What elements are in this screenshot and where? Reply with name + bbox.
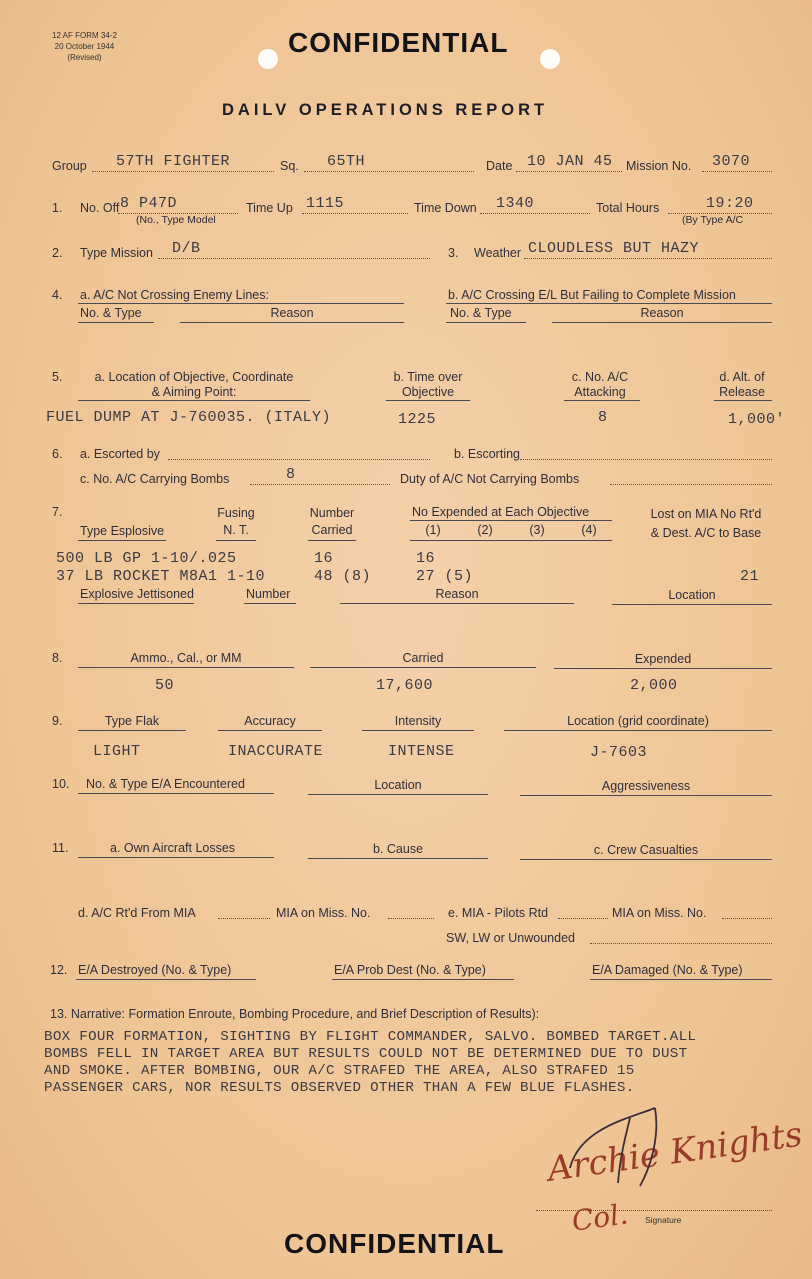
s6-carrying-line xyxy=(250,470,390,485)
s4-b-reason: Reason xyxy=(640,306,684,320)
form-id-line2: 20 October 1944 xyxy=(54,42,115,51)
narrative-line-4: PASSENGER CARS, NOR RESULTS OBSERVED OTHER THAN A FEW BLUE FLASHES. xyxy=(44,1080,635,1096)
s7-lost-line1: Lost on MIA No Rt'd xyxy=(650,507,762,521)
s7-num: 7. xyxy=(52,505,63,519)
s12-damaged-underline xyxy=(590,979,772,980)
s7-row1-type: 500 LB GP 1-10/.025 xyxy=(56,550,237,567)
s4-b-no-type: No. & Type xyxy=(450,306,512,320)
s2-label: Type Mission xyxy=(80,246,153,260)
signature-line2: Col. xyxy=(569,1197,630,1238)
narrative-line-1: BOX FOUR FORMATION, SIGHTING BY FLIGHT COMMANDER, SALVO. BOMBED TARGET.ALL xyxy=(44,1029,697,1045)
signature-flourish xyxy=(560,1098,690,1188)
s10-type-label: No. & Type E/A Encountered xyxy=(86,777,245,791)
s7-jettisoned: Explosive Jettisoned xyxy=(80,587,194,601)
s8-ammo-underline xyxy=(78,667,294,668)
s1-num: 1. xyxy=(52,201,63,215)
s7-jett-number-underline xyxy=(244,603,296,604)
classification-bottom: CONFIDENTIAL xyxy=(284,1228,505,1259)
s2-num: 2. xyxy=(52,246,63,260)
s7-row2-expended: 27 (5) xyxy=(416,568,474,585)
s1-total-hours-sub: (By Type A/C xyxy=(682,214,744,226)
s5-b-line1: b. Time over xyxy=(393,370,463,384)
s7-col-3: (3) xyxy=(529,523,545,537)
s1-no-off-value: 8 P47D xyxy=(120,195,178,212)
s9-intensity-value: INTENSE xyxy=(388,743,455,760)
s7-expended-underline xyxy=(410,520,612,521)
s11-num: 11. xyxy=(52,841,69,855)
s11-sw-line xyxy=(590,929,772,944)
s7-jettisoned-underline xyxy=(78,603,194,604)
s9-accuracy-label: Accuracy xyxy=(244,714,296,728)
s5-time-over: 1225 xyxy=(398,411,437,428)
s9-type-value: LIGHT xyxy=(93,743,141,760)
s4-a-reason-line xyxy=(180,322,404,323)
s8-expended-value: 2,000 xyxy=(630,677,678,694)
s7-number-underline xyxy=(308,540,356,541)
s11-mia2-line xyxy=(722,904,772,919)
s5-b-underline xyxy=(386,400,470,401)
s11-mia1-label: MIA on Miss. No. xyxy=(276,906,371,920)
s11-b-underline xyxy=(308,858,488,859)
s11-c-label: c. Crew Casualties xyxy=(593,843,699,857)
s1-no-off-sub: (No., Type Model xyxy=(136,214,216,226)
s6-carrying-label: c. No. A/C Carrying Bombs xyxy=(80,472,230,486)
form-id-line1: 12 AF FORM 34-2 xyxy=(52,31,117,40)
s11-mia2-label: MIA on Miss. No. xyxy=(612,906,707,920)
s5-d-line1: d. Alt. of xyxy=(719,370,765,384)
s7-cols-underline xyxy=(410,540,612,541)
s8-carried-label: Carried xyxy=(402,651,444,665)
s10-aggr-label: Aggressiveness xyxy=(601,779,691,793)
s6-escorted-label: a. Escorted by xyxy=(80,447,160,461)
form-id xyxy=(52,30,117,63)
s7-col-1: (1) xyxy=(425,523,441,537)
signature-flourish-path xyxy=(570,1108,656,1186)
s10-type-underline xyxy=(78,793,274,794)
s4-a-label: a. A/C Not Crossing Enemy Lines: xyxy=(80,288,269,302)
s11-e-line xyxy=(558,904,608,919)
s1-time-up-label: Time Up xyxy=(246,201,293,215)
s4-b-no-type-line xyxy=(446,322,526,323)
s7-type-underline xyxy=(78,540,166,541)
date-value: 10 JAN 45 xyxy=(527,153,613,170)
s11-a-underline xyxy=(78,857,274,858)
s3-value: CLOUDLESS BUT HAZY xyxy=(528,240,700,257)
s10-num: 10. xyxy=(52,777,70,791)
s7-lost xyxy=(628,505,784,543)
s12-num: 12. xyxy=(50,963,68,977)
s8-carried-underline xyxy=(310,667,536,668)
s1-total-hours-label: Total Hours xyxy=(596,201,660,215)
s7-row2-lost: 21 xyxy=(740,568,760,585)
s7-jett-location: Location xyxy=(668,588,716,602)
s9-type-label: Type Flak xyxy=(104,714,160,728)
s5-a-line2: & Aiming Point: xyxy=(151,385,237,399)
s7-col-2: (2) xyxy=(477,523,493,537)
s4-a-no-type: No. & Type xyxy=(80,306,142,320)
s6-duty-line xyxy=(610,470,772,485)
s9-num: 9. xyxy=(52,714,63,728)
s7-jett-reason-underline xyxy=(340,603,574,604)
s9-type-underline xyxy=(78,730,186,731)
report-title: DAILV OPERATIONS REPORT xyxy=(222,101,549,119)
s10-location-underline xyxy=(308,794,488,795)
s7-type-explosive: Type Esplosive xyxy=(80,524,165,538)
s5-c-line2: Attacking xyxy=(574,385,626,399)
s2-value: D/B xyxy=(172,240,201,257)
s7-fusing-line1: Fusing xyxy=(217,506,255,520)
s7-jett-number: Number xyxy=(246,587,291,601)
signature-line1: Archie Knights xyxy=(545,1114,805,1190)
s9-intensity-underline xyxy=(362,730,474,731)
s6-num: 6. xyxy=(52,447,63,461)
mission-value: 3070 xyxy=(712,153,751,170)
s11-d-label: d. A/C Rt'd From MIA xyxy=(78,906,196,920)
s4-a-no-type-line xyxy=(78,322,154,323)
date-label: Date xyxy=(486,159,513,173)
s7-fusing-line2: N. T. xyxy=(223,523,249,537)
s1-time-up-value: 1115 xyxy=(306,195,345,212)
s5-d-underline xyxy=(714,400,772,401)
s12-prob: E/A Prob Dest (No. & Type) xyxy=(334,963,486,977)
s5-a-label xyxy=(76,370,312,400)
narrative-line-3: AND SMOKE. AFTER BOMBING, OUR A/C STRAFED THE AREA, ALSO STRAFED 15 xyxy=(44,1063,635,1079)
s1-total-hours-value: 19:20 xyxy=(706,195,754,212)
s3-num: 3. xyxy=(448,246,459,260)
s9-location-label: Location (grid coordinate) xyxy=(567,714,709,728)
s11-sw-label: SW, LW or Unwounded xyxy=(446,931,575,945)
s13-label: 13. Narrative: Formation Enroute, Bombing Procedure, and Brief Description of Results): xyxy=(50,1007,540,1021)
s5-c-label xyxy=(554,370,646,400)
s4-a-reason: Reason xyxy=(270,306,314,320)
s11-mia1-line xyxy=(388,904,434,919)
s7-number xyxy=(302,505,362,539)
s7-row2-type: 37 LB ROCKET M8A1 1-10 xyxy=(56,568,266,585)
s5-num: 5. xyxy=(52,370,63,384)
s4-b-label: b. A/C Crossing E/L But Failing to Complete Mission xyxy=(448,288,736,302)
s7-lost-line2: & Dest. A/C to Base xyxy=(650,526,762,540)
s7-row1-carried: 16 xyxy=(314,550,334,567)
s7-jett-reason: Reason xyxy=(435,587,479,601)
s5-a-underline xyxy=(78,400,310,401)
s5-c-underline xyxy=(564,400,640,401)
s9-location-underline xyxy=(504,730,772,731)
s5-d-label xyxy=(704,370,780,400)
s11-d-line xyxy=(218,904,270,919)
s1-no-off-line xyxy=(118,199,238,214)
s7-jett-location-underline xyxy=(612,604,772,605)
s12-prob-underline xyxy=(332,979,514,980)
s9-location-value: J-7603 xyxy=(590,744,648,761)
s7-fusing xyxy=(210,505,262,539)
s10-location-label: Location xyxy=(374,778,422,792)
s5-b-line2: Objective xyxy=(401,385,455,399)
s5-b-label xyxy=(380,370,476,400)
s9-intensity-label: Intensity xyxy=(394,714,442,728)
s12-destroyed: E/A Destroyed (No. & Type) xyxy=(78,963,232,977)
s8-carried-value: 17,600 xyxy=(376,677,434,694)
s5-location: FUEL DUMP AT J-760035. (ITALY) xyxy=(46,409,332,426)
s5-altitude: 1,000' xyxy=(728,411,786,428)
s8-expended-label: Expended xyxy=(634,652,692,666)
s9-accuracy-underline xyxy=(218,730,322,731)
s6-escorting-label: b. Escorting xyxy=(454,447,521,461)
punch-hole-left xyxy=(258,49,278,69)
s5-a-line1: a. Location of Objective, Coordinate xyxy=(94,370,294,384)
s6-carrying-value: 8 xyxy=(286,466,296,483)
s7-col-4: (4) xyxy=(581,523,597,537)
s1-time-down-value: 1340 xyxy=(496,195,535,212)
s8-num: 8. xyxy=(52,651,63,665)
s7-fusing-underline xyxy=(216,540,256,541)
s7-number-line2: Carried xyxy=(311,523,353,537)
classification-top: CONFIDENTIAL xyxy=(288,27,509,58)
s5-c-line1: c. No. A/C xyxy=(571,370,629,384)
s8-ammo-value: 50 xyxy=(155,677,175,694)
s1-no-off-label: No. Off xyxy=(80,201,120,215)
s7-row2-carried: 48 (8) xyxy=(314,568,372,585)
sq-label: Sq. xyxy=(280,159,299,173)
s7-number-line1: Number xyxy=(309,506,355,520)
s11-c-underline xyxy=(520,859,772,860)
s4-b-reason-line xyxy=(552,322,772,323)
s3-label: Weather xyxy=(474,246,522,260)
narrative xyxy=(44,1029,696,1097)
s11-e-label: e. MIA - Pilots Rtd xyxy=(448,906,549,920)
s10-aggr-underline xyxy=(520,795,772,796)
s7-expended-header: No Expended at Each Objective xyxy=(412,505,590,519)
s4-b-underline xyxy=(446,303,772,304)
s7-row1-expended: 16 xyxy=(416,550,436,567)
s6-duty-label: Duty of A/C Not Carrying Bombs xyxy=(400,472,580,486)
s4-a-underline xyxy=(78,303,404,304)
group-label: Group xyxy=(52,159,87,173)
s12-damaged: E/A Damaged (No. & Type) xyxy=(592,963,743,977)
group-value: 57TH FIGHTER xyxy=(116,153,231,170)
sq-value: 65TH xyxy=(327,153,366,170)
s5-attacking: 8 xyxy=(598,409,608,426)
s5-d-line2: Release xyxy=(719,385,765,399)
mission-label: Mission No. xyxy=(626,159,692,173)
signature-label: Signature xyxy=(645,1215,682,1225)
s6-escorting-line xyxy=(520,445,772,460)
s8-ammo-label: Ammo., Cal., or MM xyxy=(130,651,242,665)
s9-accuracy-value: INACCURATE xyxy=(228,743,324,760)
s1-time-down-label: Time Down xyxy=(414,201,477,215)
s11-b-label: b. Cause xyxy=(372,842,424,856)
s6-escorted-line xyxy=(168,445,430,460)
narrative-line-2: BOMBS FELL IN TARGET AREA BUT RESULTS COULD NOT BE DETERMINED DUE TO DUST xyxy=(44,1046,688,1062)
s12-destroyed-underline xyxy=(76,979,256,980)
s11-a-label: a. Own Aircraft Losses xyxy=(110,841,236,855)
punch-hole-right xyxy=(540,49,560,69)
s8-expended-underline xyxy=(554,668,772,669)
s4-num: 4. xyxy=(52,288,63,302)
form-id-line3: (Revised) xyxy=(67,53,102,62)
